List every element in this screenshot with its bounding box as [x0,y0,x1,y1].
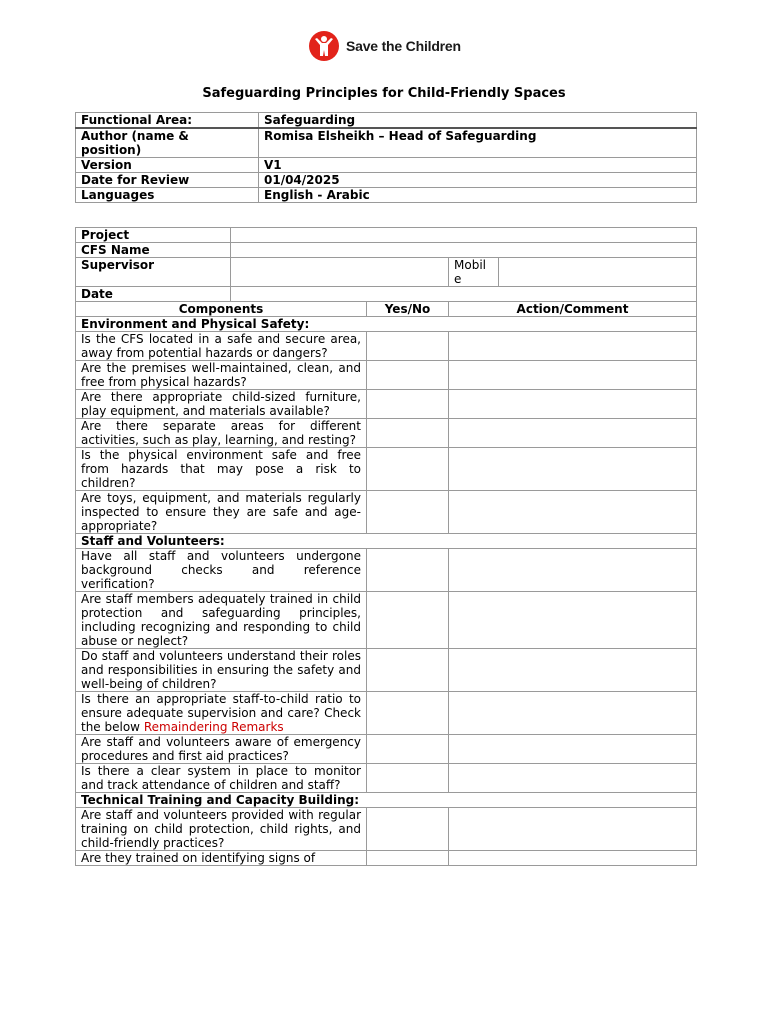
info-row-author [76,128,697,158]
cfs-name-label: CFS Name [76,243,231,258]
remaindering-remarks-link[interactable]: Remaindering Remarks [143,720,284,734]
question-text: Is there an appropriate staff-to-child ratio to ensure adequate supervision and care? Check the below [81,692,361,734]
logo-text: Save the Children [346,38,461,54]
question-text: Do staff and volunteers understand their roles and responsibilities in ensuring the safety and well-being of children? [76,649,367,692]
save-the-children-logo [308,28,461,64]
question-text: Is the physical environment safe and free from hazards that may pose a risk to children? [76,448,367,491]
action-comment-cell[interactable] [449,592,697,649]
question-row [76,735,697,764]
question-row [76,448,697,491]
info-value: Romisa Elsheikh – Head of Safeguarding [259,128,697,158]
project-field[interactable] [231,228,697,243]
header-yes-no: Yes/No [367,302,449,317]
yes-no-cell[interactable] [367,592,449,649]
date-row [76,287,697,302]
question-text: Are toys, equipment, and materials regularly inspected to ensure they are safe and age-appropriate? [76,491,367,534]
yes-no-cell[interactable] [367,390,449,419]
action-comment-cell[interactable] [449,692,697,735]
yes-no-cell[interactable] [367,448,449,491]
question-text: Are there appropriate child-sized furniture, play equipment, and materials available? [76,390,367,419]
info-value: V1 [259,158,697,173]
info-row-languages [76,188,697,203]
section-title: Environment and Physical Safety: [76,317,697,332]
question-text: Is there a clear system in place to monitor and track attendance of children and staff? [76,764,367,793]
supervisor-row [76,258,697,287]
document-info-table [75,112,697,203]
action-comment-cell[interactable] [449,764,697,793]
yes-no-cell[interactable] [367,851,449,866]
question-row [76,491,697,534]
yes-no-cell[interactable] [367,764,449,793]
question-row [76,419,697,448]
question-row [76,851,697,866]
mobile-field[interactable] [499,258,697,287]
question-row [76,808,697,851]
document-title: Safeguarding Principles for Child-Friendly Spaces [202,86,566,101]
date-field[interactable] [231,287,697,302]
action-comment-cell[interactable] [449,491,697,534]
yes-no-cell[interactable] [367,332,449,361]
yes-no-cell[interactable] [367,692,449,735]
date-label: Date [76,287,231,302]
section-header-row [76,317,697,332]
question-row [76,592,697,649]
question-text: Have all staff and volunteers undergone background checks and reference verification? [76,549,367,592]
cfs-name-field[interactable] [231,243,697,258]
supervisor-label: Supervisor [76,258,231,287]
question-row [76,692,697,735]
question-row [76,332,697,361]
info-label: Version [76,158,259,173]
info-label: Date for Review [76,173,259,188]
info-row-functional-area [76,113,697,129]
section-header-row [76,534,697,549]
mobile-label: Mobil e [449,258,499,287]
header-row [76,302,697,317]
question-row [76,390,697,419]
checklist-table [75,227,697,866]
question-text: Are they trained on identifying signs of [76,851,367,866]
action-comment-cell[interactable] [449,649,697,692]
yes-no-cell[interactable] [367,491,449,534]
question-text: Are staff and volunteers provided with regular training on child protection, child rights, and child-friendly practices? [76,808,367,851]
cfs-name-row [76,243,697,258]
action-comment-cell[interactable] [449,448,697,491]
info-row-review-date [76,173,697,188]
info-row-version [76,158,697,173]
action-comment-cell[interactable] [449,735,697,764]
question-text: Are staff and volunteers aware of emergency procedures and first aid practices? [76,735,367,764]
info-label: Languages [76,188,259,203]
action-comment-cell[interactable] [449,361,697,390]
header-action-comment: Action/Comment [449,302,697,317]
question-text: Are the premises well-maintained, clean, and free from physical hazards? [76,361,367,390]
question-row [76,764,697,793]
section-title: Technical Training and Capacity Building: [76,793,697,808]
info-value: English - Arabic [259,188,697,203]
logo-emblem-icon [308,30,340,62]
project-row [76,228,697,243]
question-text: Are there separate areas for different activities, such as play, learning, and resting? [76,419,367,448]
action-comment-cell[interactable] [449,549,697,592]
action-comment-cell[interactable] [449,332,697,361]
supervisor-field[interactable] [231,258,449,287]
question-text: Is the CFS located in a safe and secure area, away from potential hazards or dangers? [76,332,367,361]
action-comment-cell[interactable] [449,851,697,866]
question-row [76,549,697,592]
yes-no-cell[interactable] [367,361,449,390]
question-row [76,361,697,390]
action-comment-cell[interactable] [449,808,697,851]
section-header-row [76,793,697,808]
yes-no-cell[interactable] [367,808,449,851]
header-components: Components [76,302,367,317]
info-value: 01/04/2025 [259,173,697,188]
project-label: Project [76,228,231,243]
info-label: Author (name & position) [76,128,259,158]
info-value: Safeguarding [259,113,697,129]
question-row [76,649,697,692]
action-comment-cell[interactable] [449,390,697,419]
section-title: Staff and Volunteers: [76,534,697,549]
yes-no-cell[interactable] [367,549,449,592]
action-comment-cell[interactable] [449,419,697,448]
yes-no-cell[interactable] [367,419,449,448]
yes-no-cell[interactable] [367,735,449,764]
question-text: Are staff members adequately trained in child protection and safeguarding principles, including recognizing and responding to child abuse or neglect? [76,592,367,649]
question-cell [76,692,367,735]
yes-no-cell[interactable] [367,649,449,692]
info-label: Functional Area: [76,113,259,129]
